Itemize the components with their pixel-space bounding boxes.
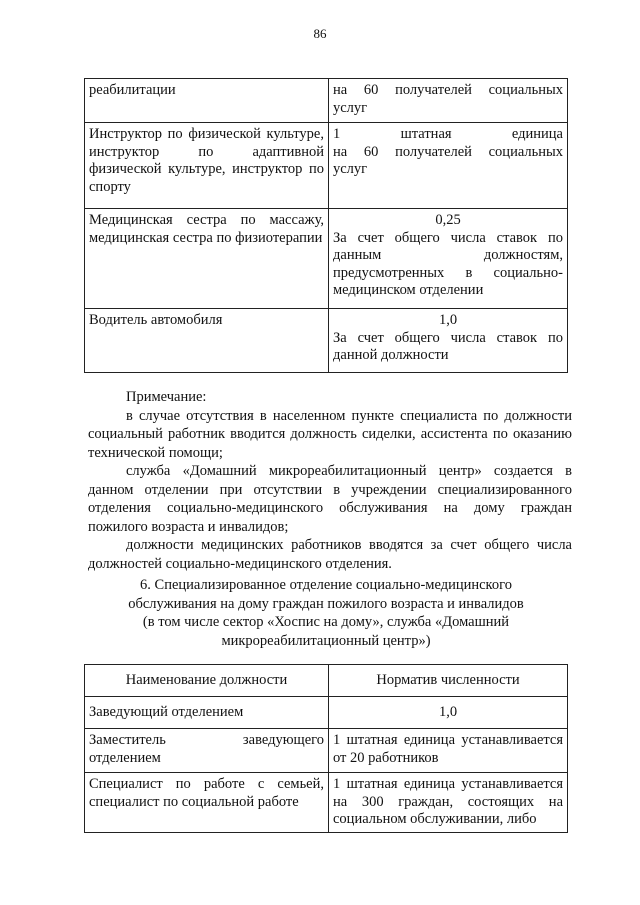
table-row <box>85 729 568 773</box>
norm-cell: 1 штатная единица устанавливается от 20 работников <box>329 729 568 773</box>
staffing-table-continued <box>84 78 568 373</box>
position-cell: Инструктор по физической культуре, инструктор по адаптивной физической культуре, инструктор по спорту <box>85 123 329 209</box>
table-row <box>85 123 568 209</box>
norm-cell <box>329 209 568 309</box>
note-paragraph: должности медицинских работников вводятся за счет общего числа должностей социально-медицинского отделения. <box>88 537 572 572</box>
norm-line: на 60 получателей социальных <box>333 82 563 98</box>
table-row <box>85 697 568 729</box>
norm-line: на 60 получателей социальных <box>333 143 563 160</box>
page-number: 86 <box>313 26 327 41</box>
table-row <box>85 79 568 123</box>
norm-value: 0,25 <box>435 212 461 228</box>
note-paragraph: служба «Домашний микрореабилитационный центр» создается в данном отделении при отсутствии в учреждении специализированного отделения социально-медицинского обслуживания на дому граждан пожилого возраста и инвалидов; <box>88 463 572 535</box>
heading-line: 6. Специализированное отделение социально-медицинского <box>140 577 512 593</box>
table-row <box>85 773 568 833</box>
position-cell: Заместитель заведующего отделением <box>85 729 329 773</box>
heading-line: обслуживания на дому граждан пожилого возраста и инвалидов <box>128 595 524 612</box>
column-header: Норматив численности <box>329 665 568 697</box>
column-header: Наименование должности <box>85 665 329 697</box>
norm-value: 1,0 <box>438 312 458 328</box>
norm-line: 1 штатная единица <box>333 126 563 142</box>
norm-cell <box>329 79 568 123</box>
norm-line: услуг <box>333 99 368 116</box>
norm-cell <box>329 697 568 729</box>
heading-line: (в том числе сектор «Хоспис на дому», служба «Домашний <box>142 614 510 630</box>
position-cell: Специалист по работе с семьей, специалист по социальной работе <box>85 773 329 833</box>
norm-value: 1,0 <box>438 703 458 720</box>
norm-cell <box>329 123 568 209</box>
norm-cell <box>329 309 568 373</box>
staffing-table-section6 <box>84 664 568 833</box>
table-row <box>85 209 568 309</box>
table-header-row <box>85 665 568 697</box>
table-row <box>85 309 568 373</box>
norm-cell: 1 штатная единица устанавливается на 300 граждан, состоящих на социальном обслуживании, либо <box>329 773 568 833</box>
note-block <box>88 388 572 573</box>
position-cell: реабилитации <box>85 79 329 123</box>
section-heading <box>84 576 568 650</box>
position-cell: Заведующий отделением <box>85 697 329 729</box>
position-cell: Водитель автомобиля <box>85 309 329 373</box>
note-paragraph: в случае отсутствия в населенном пункте специалиста по должности социальный работник вводится должность сиделки, ассистента по оказанию технической помощи; <box>88 407 572 461</box>
note-title: Примечание: <box>126 389 207 405</box>
norm-text: За счет общего числа ставок по данным должностям, предусмотренных в социально-медицинском отделении <box>333 229 563 298</box>
heading-line: микрореабилитационный центр») <box>221 632 431 649</box>
norm-line: услуг <box>333 161 368 177</box>
norm-text: За счет общего числа ставок по данной должности <box>333 329 563 363</box>
position-cell: Медицинская сестра по массажу, медицинская сестра по физиотерапии <box>85 209 329 309</box>
